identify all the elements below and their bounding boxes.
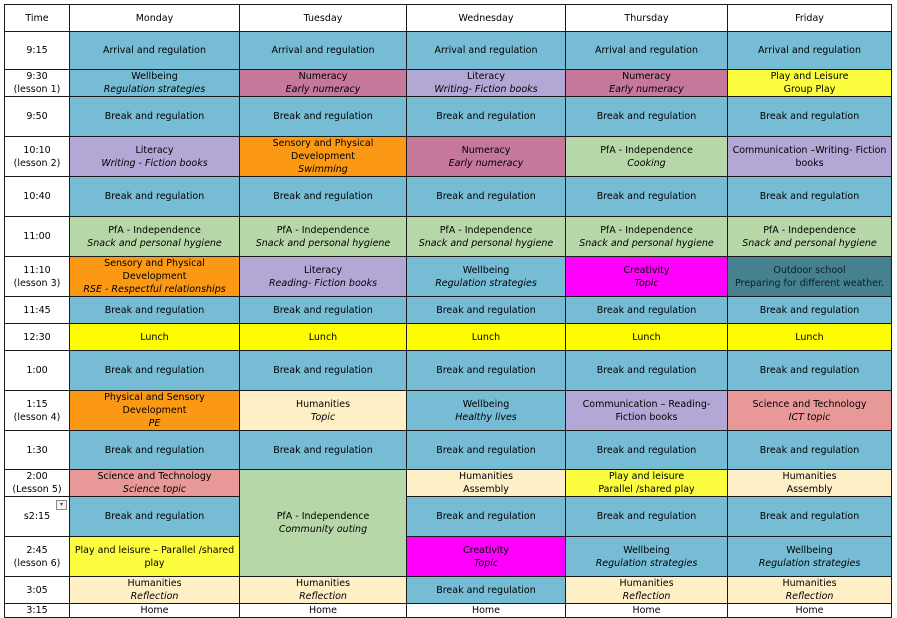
activity-title: Numeracy bbox=[622, 71, 671, 82]
activity-cell bbox=[728, 391, 892, 431]
lesson-label: (lesson 6) bbox=[13, 557, 61, 569]
activity-cell bbox=[566, 391, 728, 431]
activity-title: Break and regulation bbox=[436, 191, 536, 202]
timetable-row bbox=[5, 604, 892, 618]
activity-detail: Early numeracy bbox=[448, 157, 524, 169]
activity-title: Play and Leisure bbox=[770, 71, 849, 82]
activity-cell bbox=[566, 217, 728, 257]
activity-detail: Snack and personal hygiene bbox=[255, 237, 391, 249]
activity-title: Break and regulation bbox=[104, 304, 205, 316]
activity-cell bbox=[407, 391, 566, 431]
activity-title: Home bbox=[140, 605, 169, 616]
header-day: Friday bbox=[728, 5, 892, 32]
activity-detail: Cooking bbox=[627, 157, 666, 169]
activity-title: Wellbeing bbox=[462, 264, 510, 276]
activity-detail: Regulation strategies bbox=[595, 557, 698, 569]
time-cell bbox=[5, 324, 70, 351]
activity-cell bbox=[728, 177, 892, 217]
activity-detail: Parallel /shared play bbox=[598, 484, 695, 495]
activity-cell bbox=[240, 470, 407, 577]
timetable-row bbox=[5, 577, 892, 604]
activity-title: Lunch bbox=[140, 331, 169, 343]
activity-title: Break and regulation bbox=[273, 365, 373, 376]
activity-cell bbox=[728, 497, 892, 537]
activity-detail: Early numeracy bbox=[609, 84, 684, 95]
activity-title: Lunch bbox=[308, 331, 338, 343]
activity-title: Break and regulation bbox=[104, 511, 205, 522]
activity-cell bbox=[566, 137, 728, 177]
lesson-label: (lesson 1) bbox=[13, 84, 61, 95]
activity-title: Break and regulation bbox=[273, 304, 373, 316]
timetable-body bbox=[5, 5, 892, 618]
dropdown-handle-icon[interactable]: ▾ bbox=[56, 500, 67, 510]
time-cell bbox=[5, 217, 70, 257]
timetable-row bbox=[5, 351, 892, 391]
activity-cell bbox=[728, 32, 892, 70]
activity-title: Communication –Writing- Fiction bbox=[732, 144, 887, 156]
activity-detail: Regulation strategies bbox=[758, 557, 861, 569]
time-cell bbox=[5, 32, 70, 70]
activity-cell bbox=[240, 577, 407, 604]
activity-title: Lunch bbox=[471, 331, 501, 343]
activity-cell bbox=[70, 351, 240, 391]
time-label: 11:10 bbox=[23, 264, 51, 276]
time-label: 1:30 bbox=[26, 444, 48, 456]
activity-title: Home bbox=[795, 605, 824, 616]
activity-title: Break and regulation bbox=[596, 444, 697, 456]
activity-title: Break and regulation bbox=[273, 191, 373, 202]
activity-cell bbox=[728, 297, 892, 324]
activity-cell bbox=[566, 32, 728, 70]
time-label: 1:00 bbox=[26, 365, 48, 376]
activity-detail: Snack and personal hygiene bbox=[742, 237, 877, 249]
activity-cell bbox=[70, 137, 240, 177]
activity-cell bbox=[70, 297, 240, 324]
activity-cell bbox=[240, 351, 407, 391]
activity-cell bbox=[728, 217, 892, 257]
activity-title: Play and leisure bbox=[608, 471, 685, 482]
time-cell bbox=[5, 97, 70, 137]
activity-cell bbox=[70, 324, 240, 351]
activity-detail: ICT topic bbox=[788, 411, 831, 423]
activity-cell bbox=[70, 537, 240, 577]
activity-title: Break and regulation bbox=[104, 191, 205, 202]
activity-detail: Reflection bbox=[622, 591, 671, 602]
activity-cell bbox=[566, 537, 728, 577]
timetable-row bbox=[5, 470, 892, 497]
activity-title: Numeracy bbox=[298, 71, 348, 82]
activity-cell bbox=[407, 537, 566, 577]
activity-cell bbox=[728, 324, 892, 351]
activity-cell bbox=[70, 497, 240, 537]
activity-title: PfA - Independence bbox=[108, 224, 201, 236]
activity-title: Lunch bbox=[795, 331, 824, 343]
timetable-row bbox=[5, 217, 892, 257]
activity-title: Break and regulation bbox=[759, 191, 860, 202]
time-cell bbox=[5, 604, 70, 618]
activity-cell bbox=[728, 604, 892, 618]
activity-cell bbox=[407, 577, 566, 604]
activity-cell bbox=[728, 351, 892, 391]
activity-title: Play and leisure – Parallel /shared bbox=[74, 544, 235, 556]
activity-cell bbox=[407, 70, 566, 97]
timetable-row bbox=[5, 297, 892, 324]
activity-title: Break and regulation bbox=[273, 444, 373, 456]
activity-title: Break and regulation bbox=[596, 191, 697, 202]
activity-cell bbox=[728, 137, 892, 177]
activity-cell bbox=[240, 391, 407, 431]
activity-title: Humanities bbox=[619, 578, 674, 589]
header-day: Monday bbox=[70, 5, 240, 32]
time-cell bbox=[5, 257, 70, 297]
time-label: 2:45 bbox=[26, 544, 48, 556]
time-label: 12:30 bbox=[23, 331, 51, 343]
activity-title: Break and regulation bbox=[436, 111, 536, 122]
lesson-label: (lesson 4) bbox=[13, 411, 61, 423]
activity-title: PfA - Independence bbox=[763, 224, 856, 236]
activity-detail: Snack and personal hygiene bbox=[418, 237, 554, 249]
activity-cell bbox=[407, 257, 566, 297]
activity-title: PfA - Independence bbox=[276, 224, 370, 236]
activity-title: Break and regulation bbox=[273, 111, 373, 122]
lesson-label: (lesson 3) bbox=[13, 277, 61, 289]
time-cell bbox=[5, 497, 70, 537]
time-label: 10:40 bbox=[23, 191, 51, 202]
time-label: 9:15 bbox=[26, 45, 48, 56]
activity-detail: Assembly bbox=[786, 484, 833, 495]
timetable-row bbox=[5, 497, 892, 537]
activity-cell bbox=[407, 297, 566, 324]
activity-title: Break and regulation bbox=[759, 365, 860, 376]
time-label: 3:05 bbox=[26, 584, 48, 596]
activity-title: Home bbox=[308, 605, 338, 616]
activity-cell bbox=[407, 470, 566, 497]
activity-cell bbox=[70, 177, 240, 217]
activity-title: Humanities bbox=[127, 578, 182, 589]
timetable bbox=[4, 4, 892, 618]
activity-detail: Reflection bbox=[785, 591, 834, 602]
activity-cell bbox=[407, 351, 566, 391]
activity-title: PfA - Independence bbox=[600, 144, 693, 156]
activity-detail: Fiction books bbox=[615, 411, 678, 423]
activity-cell bbox=[728, 97, 892, 137]
activity-cell bbox=[407, 97, 566, 137]
activity-title: Break and regulation bbox=[596, 304, 697, 316]
timetable-row bbox=[5, 70, 892, 97]
activity-detail: Reflection bbox=[299, 591, 347, 602]
activity-title: Break and regulation bbox=[759, 304, 860, 316]
activity-title: Break and regulation bbox=[759, 111, 860, 122]
time-label: 1:15 bbox=[26, 398, 48, 410]
activity-title: Arrival and regulation bbox=[594, 45, 699, 56]
activity-title: Humanities bbox=[782, 578, 837, 589]
activity-detail: Reading- Fiction books bbox=[268, 277, 378, 289]
activity-detail: Writing - Fiction books bbox=[101, 157, 208, 169]
activity-title: Break and regulation bbox=[759, 444, 860, 456]
activity-detail: Topic bbox=[634, 277, 659, 289]
timetable-row bbox=[5, 431, 892, 470]
activity-title: Communication – Reading- bbox=[582, 398, 711, 410]
activity-title: Break and regulation bbox=[596, 365, 697, 376]
activity-cell bbox=[70, 470, 240, 497]
lesson-label: (lesson 2) bbox=[13, 157, 61, 169]
time-label: 9:30 bbox=[26, 71, 48, 82]
activity-detail: Healthy lives bbox=[455, 411, 517, 423]
activity-detail: RSE - Respectful relationships bbox=[83, 284, 226, 295]
timetable-row bbox=[5, 177, 892, 217]
activity-title: Humanities bbox=[782, 471, 837, 482]
time-cell bbox=[5, 177, 70, 217]
time-label: 3:15 bbox=[26, 605, 48, 616]
activity-cell bbox=[566, 497, 728, 537]
activity-title: PfA - Independence bbox=[600, 224, 693, 236]
activity-title: Creativity bbox=[623, 264, 670, 276]
activity-cell bbox=[407, 497, 566, 537]
activity-detail: Topic bbox=[473, 557, 499, 569]
activity-title: Creativity bbox=[463, 544, 509, 556]
activity-cell bbox=[70, 604, 240, 618]
time-label: s2:15 bbox=[23, 511, 51, 522]
activity-cell bbox=[407, 431, 566, 470]
activity-cell bbox=[70, 97, 240, 137]
time-cell bbox=[5, 431, 70, 470]
activity-cell bbox=[566, 97, 728, 137]
activity-cell bbox=[240, 137, 407, 177]
activity-title: Wellbeing bbox=[623, 544, 670, 556]
activity-title: Break and regulation bbox=[436, 444, 536, 456]
activity-cell bbox=[407, 217, 566, 257]
activity-title: Break and regulation bbox=[759, 511, 860, 522]
activity-cell bbox=[240, 604, 407, 618]
activity-cell bbox=[240, 70, 407, 97]
activity-title: Break and regulation bbox=[104, 365, 205, 376]
activity-title: Literacy bbox=[135, 144, 174, 156]
time-cell bbox=[5, 391, 70, 431]
activity-title: Outdoor school bbox=[773, 264, 846, 276]
activity-cell bbox=[566, 577, 728, 604]
timetable-row bbox=[5, 97, 892, 137]
timetable-row bbox=[5, 32, 892, 70]
activity-detail: Topic bbox=[310, 411, 336, 423]
activity-cell bbox=[70, 431, 240, 470]
activity-cell bbox=[566, 297, 728, 324]
activity-title: Home bbox=[632, 605, 661, 616]
activity-cell bbox=[728, 70, 892, 97]
activity-cell bbox=[566, 604, 728, 618]
activity-cell bbox=[70, 577, 240, 604]
activity-detail: Community outing bbox=[278, 524, 368, 535]
activity-title: Sensory and Physical Development bbox=[272, 138, 374, 162]
activity-title: Humanities bbox=[295, 398, 351, 410]
header-day: Wednesday bbox=[407, 5, 566, 32]
activity-cell bbox=[70, 391, 240, 431]
timetable-row bbox=[5, 257, 892, 297]
activity-detail: Regulation strategies bbox=[103, 84, 206, 95]
activity-detail: Snack and personal hygiene bbox=[87, 237, 222, 249]
activity-detail: Swimming bbox=[298, 164, 348, 175]
activity-cell bbox=[70, 257, 240, 297]
activity-cell bbox=[407, 32, 566, 70]
activity-cell bbox=[566, 177, 728, 217]
activity-cell bbox=[728, 470, 892, 497]
activity-cell bbox=[566, 431, 728, 470]
activity-detail: books bbox=[795, 157, 824, 169]
activity-detail: Reflection bbox=[130, 591, 179, 602]
activity-cell bbox=[728, 431, 892, 470]
activity-title: Break and regulation bbox=[596, 111, 697, 122]
activity-title: Break and regulation bbox=[104, 444, 205, 456]
activity-detail: Snack and personal hygiene bbox=[579, 237, 714, 249]
activity-title: Arrival and regulation bbox=[271, 45, 375, 56]
activity-cell bbox=[407, 324, 566, 351]
activity-title: Wellbeing bbox=[786, 544, 833, 556]
time-label: 11:45 bbox=[23, 304, 51, 316]
timetable-row bbox=[5, 391, 892, 431]
activity-cell bbox=[240, 257, 407, 297]
lesson-label: (Lesson 5) bbox=[12, 484, 62, 495]
activity-title: Wellbeing bbox=[131, 71, 178, 82]
activity-title: Science and Technology bbox=[97, 471, 212, 482]
activity-cell bbox=[566, 257, 728, 297]
activity-detail: Regulation strategies bbox=[435, 277, 537, 289]
header-row bbox=[5, 5, 892, 32]
activity-cell bbox=[566, 70, 728, 97]
activity-detail: PE bbox=[148, 418, 161, 429]
activity-detail: play bbox=[144, 557, 165, 569]
activity-title: Physical and Sensory Development bbox=[104, 392, 205, 416]
activity-cell bbox=[70, 217, 240, 257]
activity-title: Break and regulation bbox=[596, 511, 697, 522]
activity-title: Break and regulation bbox=[104, 111, 205, 122]
activity-cell bbox=[566, 470, 728, 497]
activity-cell bbox=[407, 177, 566, 217]
time-label: 2:00 bbox=[26, 471, 48, 482]
activity-cell bbox=[728, 537, 892, 577]
header-time: Time bbox=[5, 5, 70, 32]
activity-cell bbox=[566, 351, 728, 391]
activity-title: Humanities bbox=[458, 471, 514, 482]
activity-detail: Early numeracy bbox=[285, 84, 361, 95]
timetable-row bbox=[5, 137, 892, 177]
time-label: 10:10 bbox=[23, 144, 51, 156]
timetable-row bbox=[5, 537, 892, 577]
time-cell bbox=[5, 537, 70, 577]
time-cell bbox=[5, 297, 70, 324]
activity-cell bbox=[240, 217, 407, 257]
activity-title: Home bbox=[471, 605, 501, 616]
activity-title: Arrival and regulation bbox=[757, 45, 862, 56]
activity-title: PfA - Independence bbox=[439, 224, 533, 236]
activity-title: Arrival and regulation bbox=[102, 45, 207, 56]
activity-title: Literacy bbox=[303, 264, 343, 276]
activity-title: PfA - Independence bbox=[276, 511, 370, 522]
time-label: 11:00 bbox=[23, 231, 51, 242]
activity-title: Break and regulation bbox=[436, 584, 536, 596]
activity-title: Wellbeing bbox=[462, 398, 510, 410]
time-cell bbox=[5, 351, 70, 391]
timetable-row bbox=[5, 324, 892, 351]
activity-title: Numeracy bbox=[461, 144, 511, 156]
time-label: 9:50 bbox=[26, 111, 48, 122]
activity-title: Break and regulation bbox=[436, 365, 536, 376]
header-day: Thursday bbox=[566, 5, 728, 32]
activity-cell bbox=[240, 177, 407, 217]
activity-detail: Writing- Fiction books bbox=[434, 84, 538, 95]
activity-title: Humanities bbox=[295, 578, 351, 589]
activity-cell bbox=[728, 577, 892, 604]
activity-title: Arrival and regulation bbox=[434, 45, 538, 56]
activity-cell bbox=[240, 431, 407, 470]
activity-detail: Science topic bbox=[122, 484, 187, 495]
activity-cell bbox=[566, 324, 728, 351]
activity-cell bbox=[407, 604, 566, 618]
activity-cell bbox=[240, 324, 407, 351]
activity-title: Science and Technology bbox=[752, 398, 867, 410]
activity-title: Sensory and Physical Development bbox=[104, 258, 205, 282]
activity-title: Literacy bbox=[466, 71, 506, 82]
header-day: Tuesday bbox=[240, 5, 407, 32]
activity-cell bbox=[70, 32, 240, 70]
activity-cell bbox=[240, 97, 407, 137]
activity-cell bbox=[728, 257, 892, 297]
activity-cell bbox=[240, 297, 407, 324]
activity-title: Break and regulation bbox=[436, 304, 536, 316]
activity-title: Lunch bbox=[632, 331, 661, 343]
activity-detail: Group Play bbox=[783, 84, 836, 95]
time-cell bbox=[5, 470, 70, 497]
activity-cell bbox=[407, 137, 566, 177]
activity-cell bbox=[240, 32, 407, 70]
activity-detail: Preparing for different weather. bbox=[734, 277, 885, 289]
time-cell bbox=[5, 137, 70, 177]
activity-title: Break and regulation bbox=[436, 511, 536, 522]
time-cell bbox=[5, 577, 70, 604]
activity-detail: Assembly bbox=[463, 484, 509, 495]
time-cell bbox=[5, 70, 70, 97]
activity-cell bbox=[70, 70, 240, 97]
